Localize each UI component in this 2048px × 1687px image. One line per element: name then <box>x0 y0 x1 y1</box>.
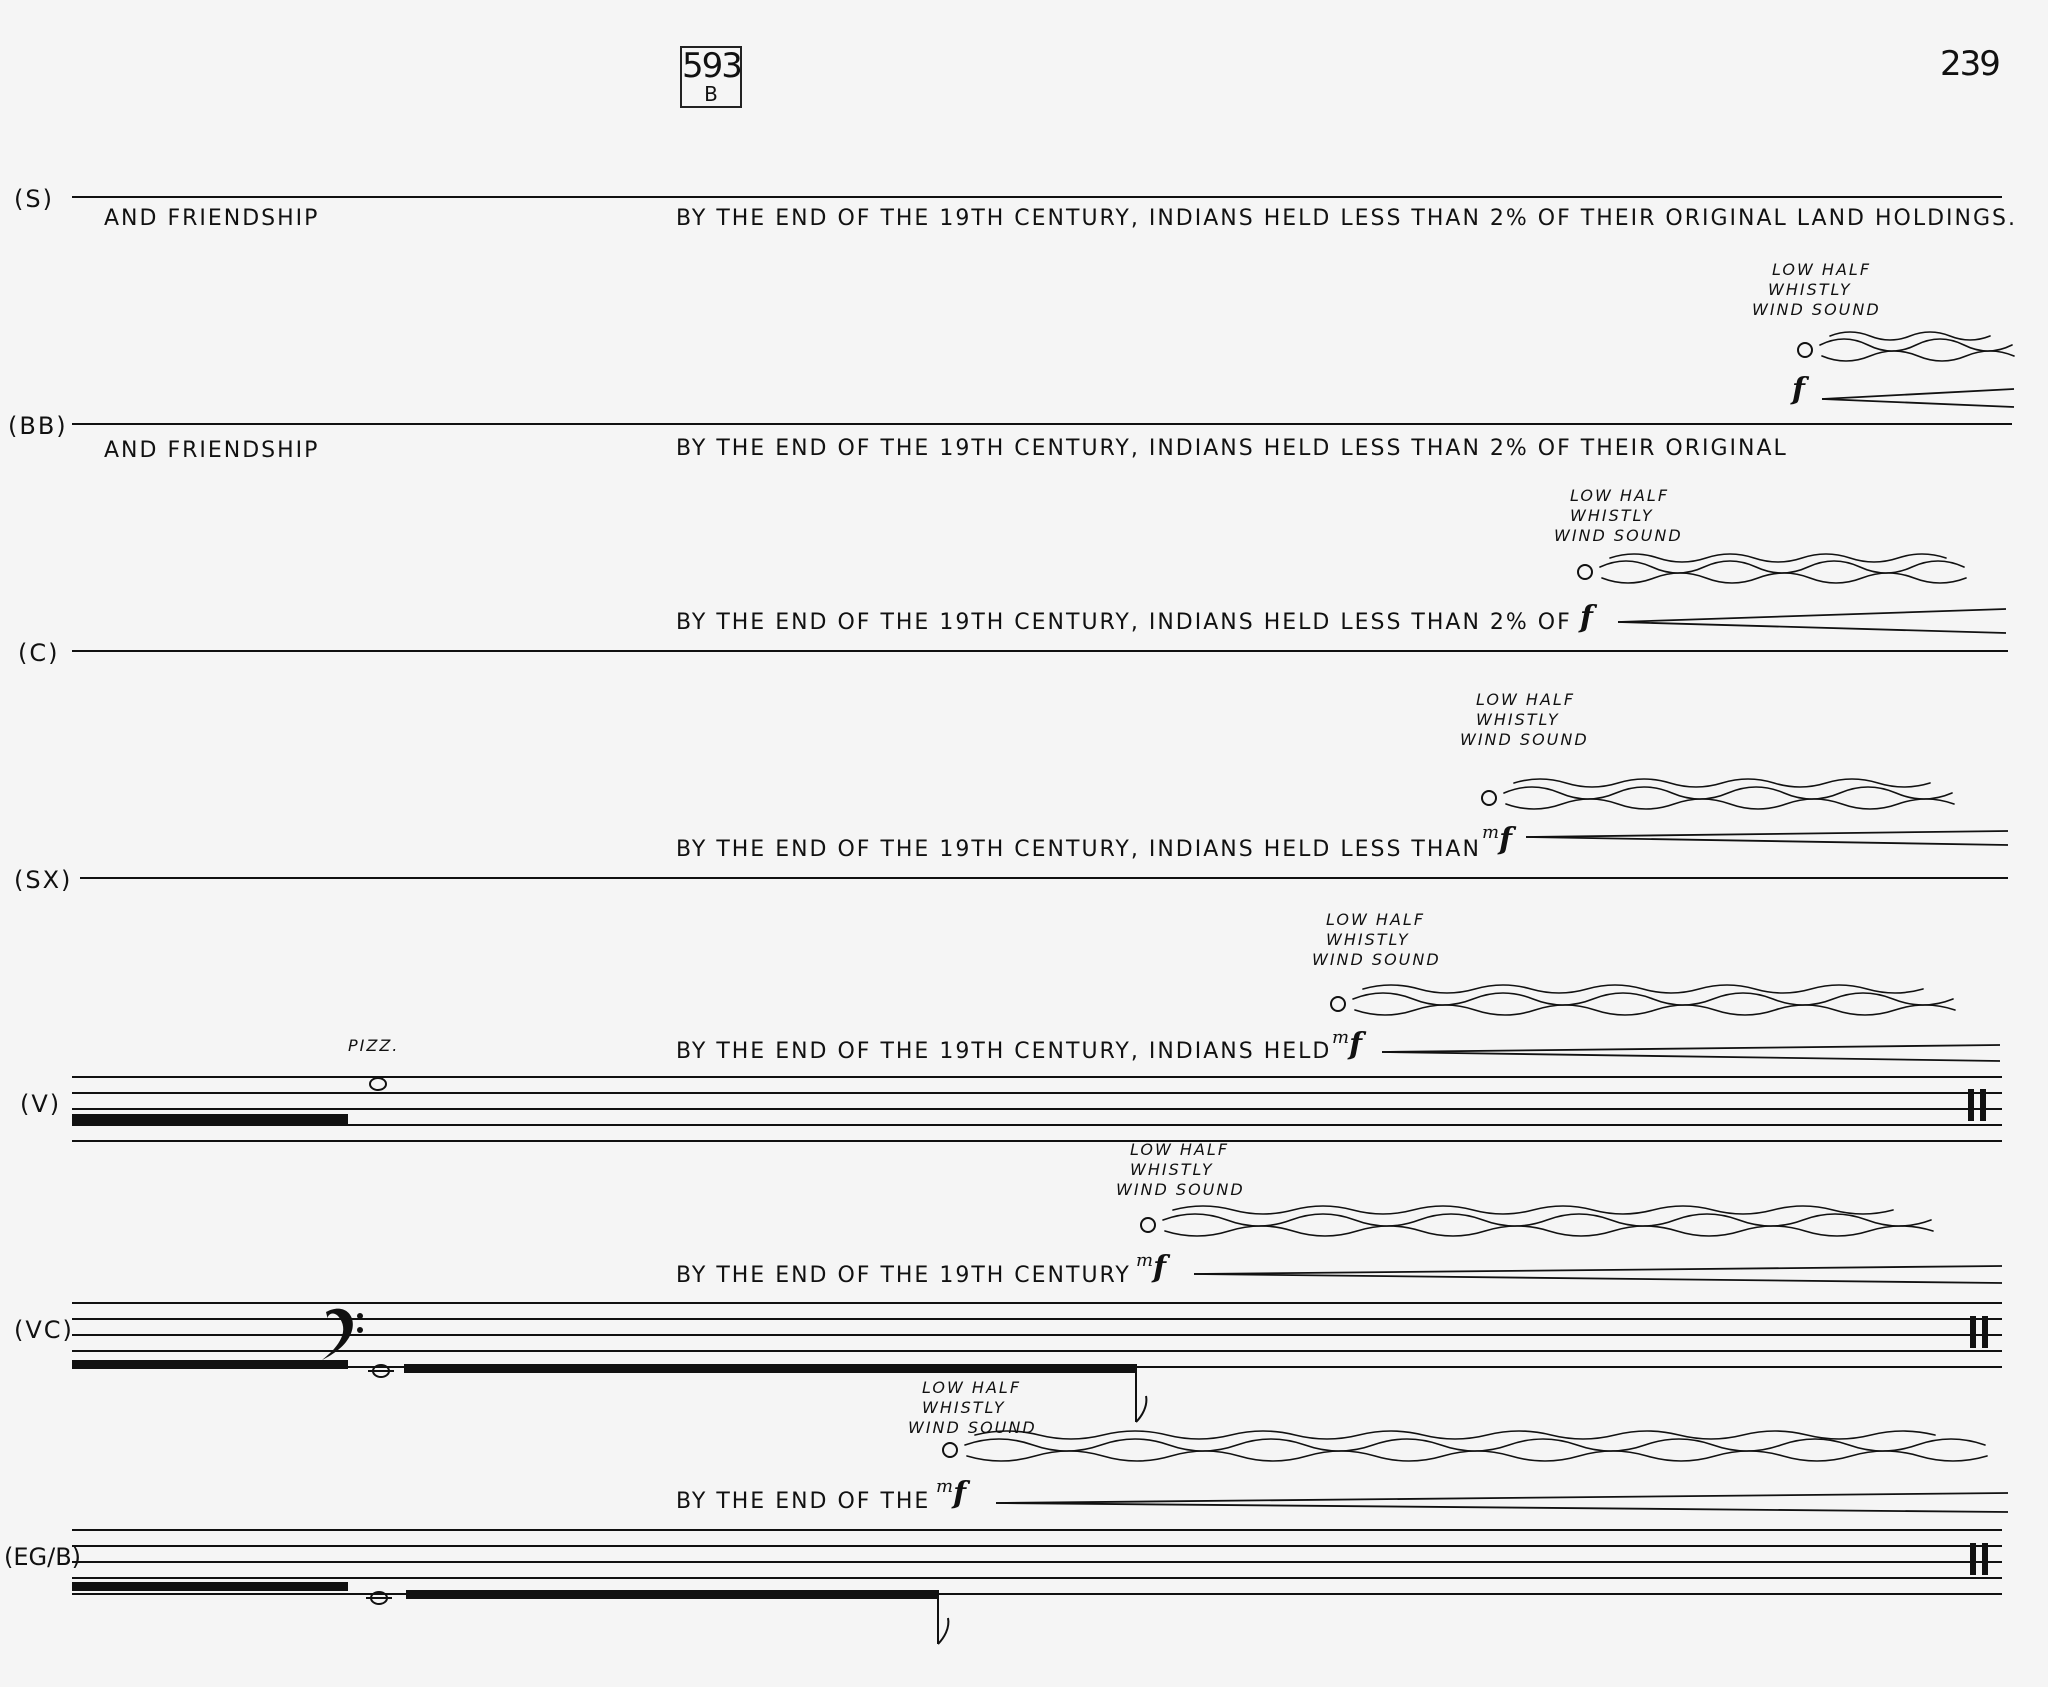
egb-held-bar-2 <box>406 1590 938 1599</box>
wind-notehead-c <box>1482 791 1496 805</box>
egb-held-bar <box>72 1582 348 1591</box>
wind-notehead-bb <box>1578 565 1592 579</box>
v-whole-note <box>370 1078 386 1090</box>
page-number: 239 <box>1940 44 1999 84</box>
lyric-egb: BY THE END OF THE <box>676 1489 931 1514</box>
lyric-v: BY THE END OF THE 19TH CENTURY, INDIANS HELD <box>676 1039 1332 1064</box>
lyric-vc: BY THE END OF THE 19TH CENTURY <box>676 1263 1131 1288</box>
staff-vc <box>72 1303 2002 1367</box>
part-label-sx: (SX) <box>14 866 73 894</box>
wind-notehead-s <box>1798 343 1812 357</box>
hairpin-v <box>1194 1266 2002 1283</box>
part-label-c: (C) <box>18 639 60 667</box>
part-label-s: (S) <box>14 185 54 213</box>
vc-final-barline <box>1970 1316 1988 1348</box>
vc-held-bar-2 <box>404 1364 1136 1373</box>
wind-squiggle-icon <box>965 332 2014 1461</box>
lyric-s-b: BY THE END OF THE 19TH CENTURY, INDIANS HELD LESS THAN 2% OF THEIR ORIGINAL LAND HOLDINGS. <box>676 206 2017 231</box>
dynamic-f-s: f <box>1792 372 1805 407</box>
part-label-bb: (BB) <box>8 412 68 440</box>
part-label-egb: (EG/B) <box>4 1543 82 1571</box>
wind-label-v: LOW HALF WHISTLY WIND SOUND <box>1116 1140 1245 1199</box>
dynamic-mf-v: $^m$f <box>1136 1250 1166 1285</box>
rehearsal-letter: B <box>704 82 718 106</box>
egb-final-barline <box>1970 1543 1988 1575</box>
hairpin-bb <box>1618 609 2006 633</box>
wind-label-s: LOW HALF WHISTLY WIND SOUND <box>1752 260 1881 319</box>
wind-notehead-v <box>1141 1218 1155 1232</box>
staff-egb <box>72 1530 2002 1594</box>
v-held-bar <box>72 1114 348 1124</box>
pizz-marking: PIZZ. <box>348 1036 400 1055</box>
dynamic-f-bb: f <box>1580 600 1593 635</box>
lyric-s-a: AND FRIENDSHIP <box>104 206 320 231</box>
vc-note-stem <box>1136 1364 1146 1422</box>
wind-label-vc: LOW HALF WHISTLY WIND SOUND <box>908 1378 1037 1437</box>
hairpin-c <box>1526 831 2008 845</box>
rehearsal-number: 593 <box>682 46 741 86</box>
dynamic-mf-c: $^m$f <box>1482 822 1512 857</box>
vc-held-bar <box>72 1360 348 1369</box>
hairpin-sx <box>1382 1045 2000 1061</box>
wind-label-sx: LOW HALF WHISTLY WIND SOUND <box>1312 910 1441 969</box>
egb-note-stem <box>938 1590 948 1644</box>
wind-label-c: LOW HALF WHISTLY WIND SOUND <box>1460 690 1589 749</box>
dynamic-mf-vc: $^m$f <box>936 1476 966 1511</box>
rehearsal-mark <box>680 46 742 108</box>
wind-label-bb: LOW HALF WHISTLY WIND SOUND <box>1554 486 1683 545</box>
dynamic-mf-sx: $^m$f <box>1332 1027 1362 1062</box>
part-label-vc: (VC) <box>14 1316 74 1344</box>
wind-notehead-sx <box>1331 997 1345 1011</box>
lyric-bb-a: AND FRIENDSHIP <box>104 438 320 463</box>
wind-notehead-vc <box>943 1443 957 1457</box>
part-label-v: (V) <box>20 1090 62 1118</box>
lyric-sx: BY THE END OF THE 19TH CENTURY, INDIANS HELD LESS THAN <box>676 837 1481 862</box>
hairpin-vc <box>996 1493 2008 1512</box>
hairpin-s <box>1822 389 2014 407</box>
staff-v <box>72 1077 2002 1141</box>
lyric-c: BY THE END OF THE 19TH CENTURY, INDIANS HELD LESS THAN 2% OF <box>676 610 1572 635</box>
lyric-bb-b: BY THE END OF THE 19TH CENTURY, INDIANS HELD LESS THAN 2% OF THEIR ORIGINAL <box>676 436 1788 461</box>
